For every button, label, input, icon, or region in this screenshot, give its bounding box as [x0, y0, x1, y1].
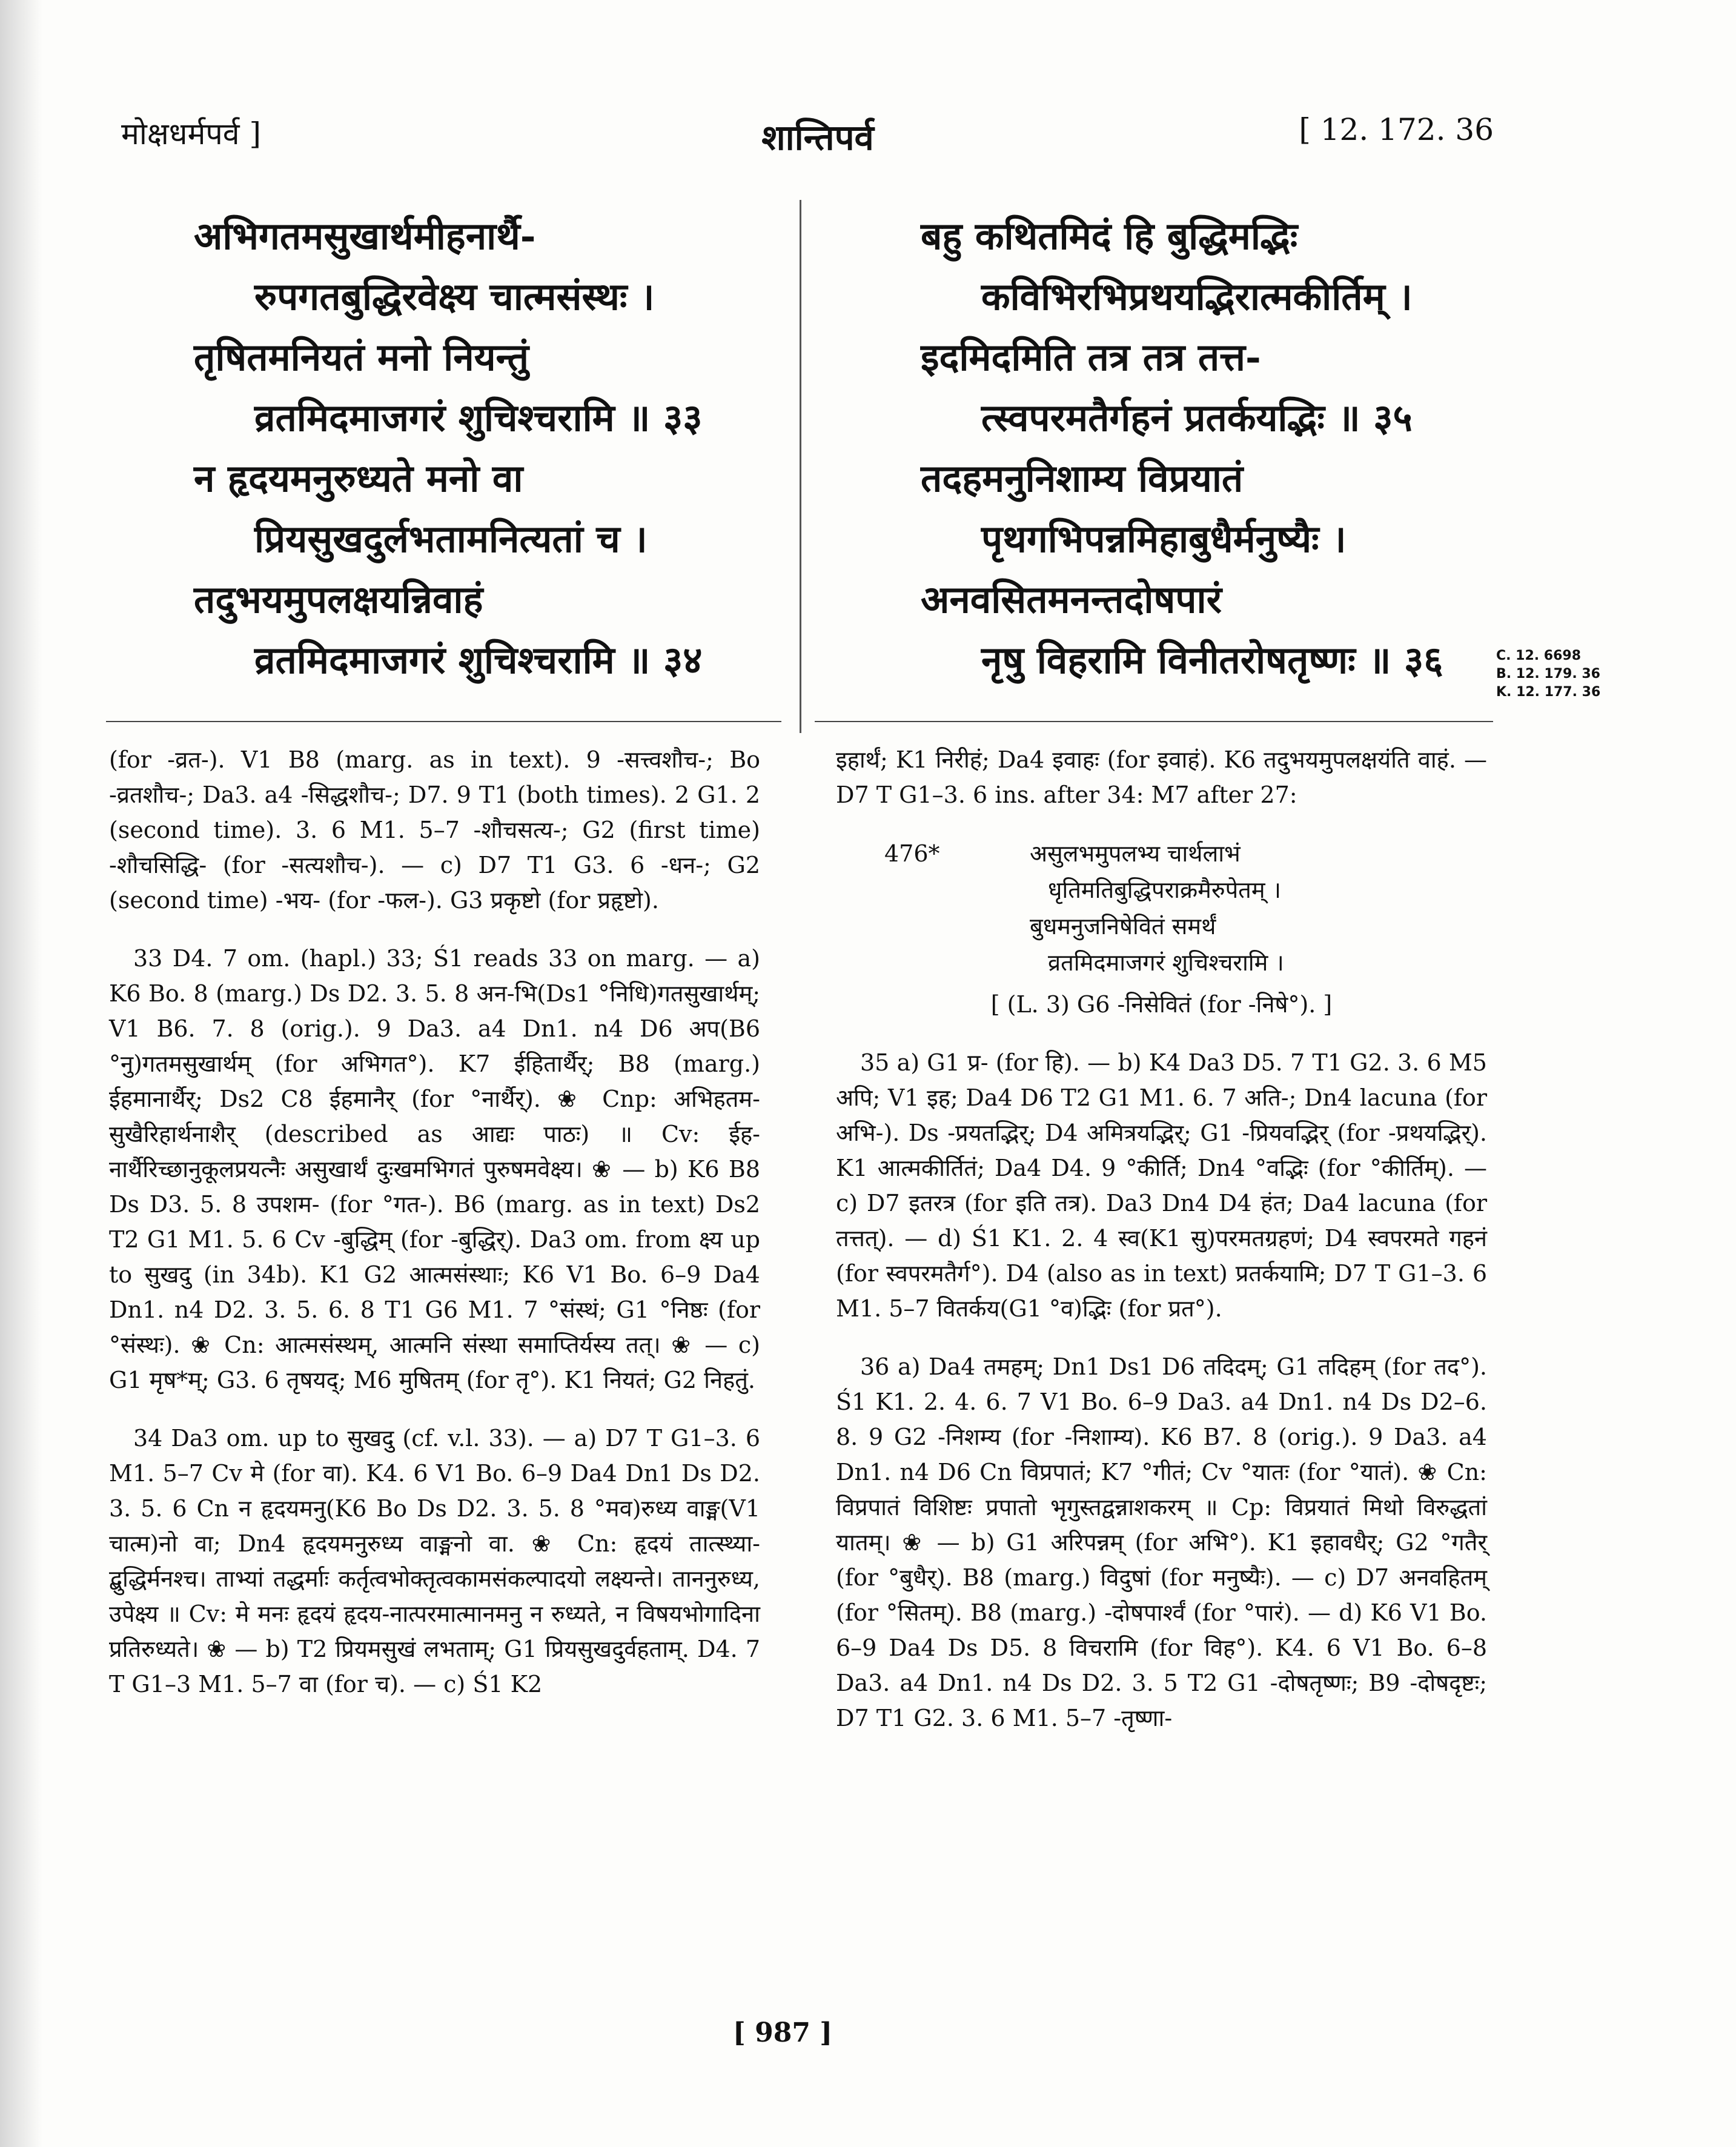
verse-line: पृथगभिपन्नमिहाबुधैर्मनुष्यैः ।	[981, 517, 1347, 561]
verse-line: रुपगतबुद्धिरवेक्ष्य चात्मसंस्थः ।	[254, 274, 655, 319]
verse-line: इदमिदमिति तत्र तत्र तत्त-	[921, 335, 1261, 379]
verse-block-right	[921, 206, 1443, 691]
concordance-line: K. 12. 177. 36	[1496, 685, 1601, 700]
verse-line: व्रतमिदमाजगरं शुचिश्चरामि ॥ ३३	[254, 396, 703, 440]
page-number: [ 987 ]	[733, 2017, 833, 2048]
running-header-left: मोक्षधर्मपर्व ]	[121, 116, 261, 151]
running-header-reference: [ 12. 172. 36	[1299, 112, 1494, 147]
verse-line: त्स्वपरमतैर्गहनं प्रतर्कयद्भिः ॥ ३५	[981, 396, 1413, 440]
concordance-line: B. 12. 179. 36	[1496, 666, 1600, 682]
verse-line: न हृदयमनुरुध्यते मनो वा	[194, 456, 523, 500]
passage-line: व्रतमिदमाजगरं शुचिश्चरामि ।	[1048, 949, 1284, 976]
column-divider	[800, 200, 801, 733]
verse-line: अनवसितमनन्तदोषपारं	[921, 577, 1222, 622]
scan-edge-shadow	[0, 0, 42, 2147]
passage-line: धृतिमतिबुद्धिपराक्रमैरुपेतम् ।	[1048, 877, 1282, 903]
critical-apparatus-left	[109, 742, 760, 1725]
passage-number: 476*	[884, 840, 940, 867]
apparatus-note: 33 D4. 7 om. (hapl.) 33; Ś1 reads 33 on marg. — a) K6 Bo. 8 (marg.) Ds D2. 3. 5. 8 अन-भि(Ds1 °निधि)गतसुखार्थम्; V1 B6. 7. 8 (orig.). 9 Da3. a4 Dn1. n4 D6 अप(B6 °नु)गतमसुखार्थम् (for अभिगत°). K7 ईहितार्थैर्; B8 (marg.) ईहमानार्थैर्; Ds2 C8 ईहमानैर् (for °नार्थैर्). ❀ Cnp: अभिहतम-सुखैरिहार्थनाशैर् (described as आद्यः पाठः) ॥ Cv: ईह-नार्थैरिच्छानुकूलप्रयत्नैः असुखार्थं दुःखमभिगतं पुरुषमवेक्ष्य। ❀ — b) K6 B8 Ds D3. 5. 8 उपशम- (for °गत-). B6 (marg. as in text) Ds2 T2 G1 M1. 5. 6 Cv -बुद्धिम् (for -बुद्धिर्). Da3 om. from क्ष्य up to सुखदु (in 34b). K1 G2 आत्मसंस्थाः; K6 V1 Bo. 6–9 Da4 Dn1. n4 D2. 3. 5. 6. 8 T1 G6 M1. 7 °संस्थं; G1 °निष्ठः (for °संस्थः). ❀ Cn: आत्मसंस्थम्, आत्मनि संस्था समाप्तिर्यस्य तत्। ❀ — c) G1 मृष*म्; G3. 6 तृषयद्; M6 मुषितम् (for तृ°). K1 नियतं; G2 निहतुं.	[109, 945, 760, 1393]
apparatus-note: (for -व्रत-). V1 B8 (marg. as in text). 9 -सत्त्वशौच-; Bo -व्रतशौच-; Da3. a4 -सिद्धशौच-; D7. 9 T1 (both times). 2 G1. 2 (second time). 3. 6 M1. 5–7 -शौचसत्य-; G2 (first time) -शौचसिद्धि- (for -सत्यशौच-). — c) D7 T1 G3. 6 -धन-; G2 (second time) -भय- (for -फल-). G3 प्रकृष्टो (for प्रहृष्टो).	[109, 746, 760, 914]
apparatus-note: इहार्थं; K1 निरीहं; Da4 इवाहः (for इवाहं). K6 तदुभयमुपलक्षयंति वाहं. — D7 T G1–3. 6 ins. after 34: M7 after 27:	[836, 746, 1487, 808]
horizontal-rule-left	[106, 721, 781, 722]
critical-apparatus-right	[836, 742, 1487, 1759]
passage-note: [ (L. 3) G6 -निसेवितं (for -निषे°). ]	[990, 991, 1333, 1018]
concordance-line: C. 12. 6698	[1496, 648, 1582, 663]
verse-line: तृषितमनियतं मनो नियन्तुं	[194, 335, 529, 379]
verse-block-left	[194, 206, 703, 691]
running-header-title: शान्तिपर्व	[761, 117, 874, 158]
apparatus-note: 34 Da3 om. up to सुखदु (cf. v.l. 33). — a) D7 T G1–3. 6 M1. 5–7 Cv मे (for वा). K4. 6 V1 Bo. 6–9 Da4 Dn1 Ds D2. 3. 5. 6 Cn न हृदयमनु(K6 Bo Ds D2. 3. 5. 8 °मव)रुध्य वाङ्म(V1 चात्म)नो वा; Dn4 हृदयमनुरुध्य वाङ्मनो वा. ❀ Cn: हृदयं तात्स्थ्या-द्बुद्धिर्मनश्च। ताभ्यां तद्धर्माः कर्तृत्वभोक्तृत्वकामसंकल्पादयो लक्ष्यन्ते। ताननुरुध्य, उपेक्ष्य ॥ Cv: मे मनः हृदयं हृदय-नात्परमात्मानमनु न रुध्यते, न विषयभोगादिना प्रतिरुध्यते। ❀ — b) T2 प्रियमसुखं लभताम्; G1 प्रियसुखदुर्वहताम्. D4. 7 T G1–3 M1. 5–7 वा (for च). — c) Ś1 K2	[109, 1425, 761, 1697]
verse-line: नृषु विहरामि विनीतरोषतृष्णः ॥ ३६	[981, 638, 1443, 682]
apparatus-note: 35 a) G1 प्र- (for हि). — b) K4 Da3 D5. 7 T1 G2. 3. 6 M5 अपि; V1 इह; Da4 D6 T2 G1 M1. 6. 7 अति-; Dn4 lacuna (for अभि-). Ds -प्रयतद्भिर्; D4 अमित्रयद्भिर्; G1 -प्रियवद्भिर् (for -प्रथयद्भिर्). K1 आत्मकीर्तितं; Da4 D4. 9 °कीर्ति; Dn4 °वद्भिः (for °कीर्तिम्). — c) D7 इतरत्र (for इति तत्र). Da3 Dn4 D4 हंत; Da4 lacuna (for तत्तत्). — d) Ś1 K1. 2. 4 स्व(K1 सु)परमतग्रहणं; D4 स्वपरमते गहनं (for स्वपरमतैर्ग°). D4 (also as in text) प्रतर्कयामि; D7 T G1–3. 6 M1. 5–7 वितर्कय(G1 °व)द्भिः (for प्रत°).	[836, 1049, 1487, 1322]
verse-line: व्रतमिदमाजगरं शुचिश्चरामि ॥ ३४	[254, 638, 703, 682]
concordance-references	[1496, 647, 1600, 702]
verse-line: बहु कथितमिदं हि बुद्धिमद्भिः	[921, 214, 1298, 258]
verse-line: प्रियसुखदुर्लभतामनित्यतां च ।	[254, 517, 648, 561]
apparatus-note: 36 a) Da4 तमहम्; Dn1 Ds1 D6 तदिदम्; G1 तदिहम् (for तद°). Ś1 K1. 2. 4. 6. 7 V1 Bo. 6–9 Da3. a4 Dn1. n4 Ds D2–6. 8. 9 G2 -निशम्य (for -निशाम्य). K6 B7. 8 (orig.). 9 Da3. a4 Dn1. n4 D6 Cn विप्रपातं; K7 °गीतं; Cv °यातः (for °यातं). ❀ Cn: विप्रपातं विशिष्टः प्रपातो भृगुस्तद्वन्नाशकरम् ॥ Cp: विप्रयातं मिथो विरुद्धतां यातम्। ❀ — b) G1 अरिपन्नम् (for अभि°). K1 इहावधैर्; G2 °गतैर् (for °बुधैर्). B8 (marg.) विदुषां (for मनुष्यैः). — c) D7 अनवहितम् (for °सितम्). B8 (marg.) -दोषपार्श्वं (for °पारं). — d) K6 V1 Bo. 6–9 Da4 Ds D5. 8 विचरामि (for विह°). K4. 6 V1 Bo. 6–8 Da3. a4 Dn1. n4 Ds D2. 3. 5 T2 G1 -दोषतृष्णः; B9 -दोषदृष्टः; D7 T1 G2. 3. 6 M1. 5–7 -तृष्णा-	[836, 1353, 1487, 1731]
additional-passage	[836, 835, 1487, 981]
passage-line: बुधमनुजनिषेवितं समर्थं	[1030, 913, 1216, 940]
horizontal-rule-right	[815, 721, 1493, 722]
verse-line: तदुभयमुपलक्षयन्निवाहं	[194, 577, 483, 622]
verse-line: कविभिरभिप्रथयद्भिरात्मकीर्तिम् ।	[981, 274, 1413, 319]
verse-line: तदहमनुनिशाम्य विप्रयातं	[921, 456, 1244, 500]
passage-line: असुलभमुपलभ्य चार्थलाभं	[1030, 840, 1241, 867]
verse-line: अभिगतमसुखार्थमीहनार्थै-	[194, 214, 536, 258]
